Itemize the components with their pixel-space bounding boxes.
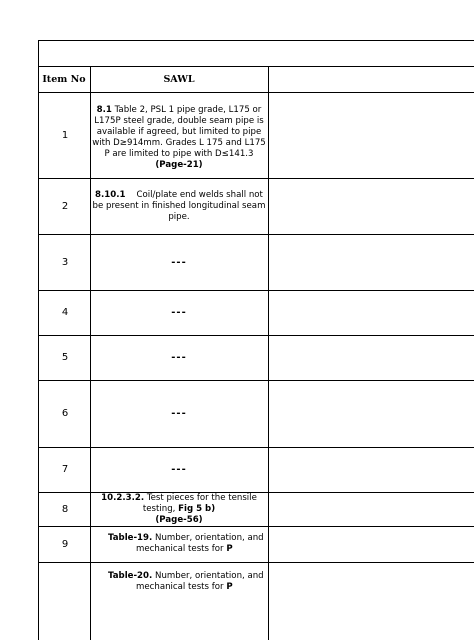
sawl-cell xyxy=(90,492,268,526)
sawl-cell xyxy=(90,335,268,380)
sawl-cell xyxy=(90,562,268,602)
figure-ref: Fig 5 b) xyxy=(178,503,216,514)
truncated-text: P xyxy=(226,582,233,592)
sawl-cell xyxy=(90,92,268,178)
table-ref: Table-19. xyxy=(108,533,153,543)
sawl-cell xyxy=(90,178,268,234)
item-number: 8 xyxy=(61,503,69,515)
header-sawl: SAWL xyxy=(163,73,195,85)
empty-dash: --- xyxy=(171,464,187,475)
item-number: 5 xyxy=(61,352,69,363)
clause-ref: 10.2.3.2. xyxy=(101,492,145,503)
empty-dash: --- xyxy=(171,352,187,363)
column-divider xyxy=(268,66,269,640)
item-number: 1 xyxy=(61,129,69,141)
clause-ref: 8.10.1 xyxy=(95,189,126,200)
page-ref: (Page-56) xyxy=(155,514,203,525)
sawl-cell xyxy=(90,234,268,290)
clause-text: Table 2, PSL 1 pipe grade, L175 or L175P steel grade, double seam pipe is available if agreed, but limited to pipe with D≥914mm. Grades L 175 and L175 P are limited to pipe with D≤141.3 xyxy=(92,105,266,159)
empty-dash: --- xyxy=(171,256,187,268)
clause-ref: 8.1 xyxy=(96,105,112,115)
clause-text-cont: mechanical tests for xyxy=(136,582,224,592)
empty-dash: --- xyxy=(171,408,187,419)
sawl-cell xyxy=(90,447,268,492)
item-number: 4 xyxy=(61,307,69,318)
page-ref: (Page-21) xyxy=(155,160,203,170)
item-number: 9 xyxy=(61,538,69,550)
table-ref: Table-20. xyxy=(108,571,153,581)
empty-dash: --- xyxy=(171,307,187,318)
sawl-cell xyxy=(90,526,268,562)
clause-text: Test pieces for the tensile testing, xyxy=(142,492,257,514)
clause-text: Coil/plate end welds shall not be present in finished longitudinal seam pipe. xyxy=(92,189,266,222)
clause-text-cont: mechanical tests for xyxy=(136,544,224,554)
clause-text: Number, orientation, and xyxy=(155,533,264,543)
truncated-text: P xyxy=(226,544,233,554)
item-number: 6 xyxy=(61,408,69,419)
item-number xyxy=(38,562,92,602)
item-number: 2 xyxy=(61,200,69,212)
sawl-cell xyxy=(90,380,268,447)
sawl-cell xyxy=(90,290,268,335)
item-number: 3 xyxy=(61,256,69,268)
item-number: 7 xyxy=(61,464,69,475)
clause-text: Number, orientation, and xyxy=(155,571,264,581)
header-item-no: Item No xyxy=(42,73,86,85)
